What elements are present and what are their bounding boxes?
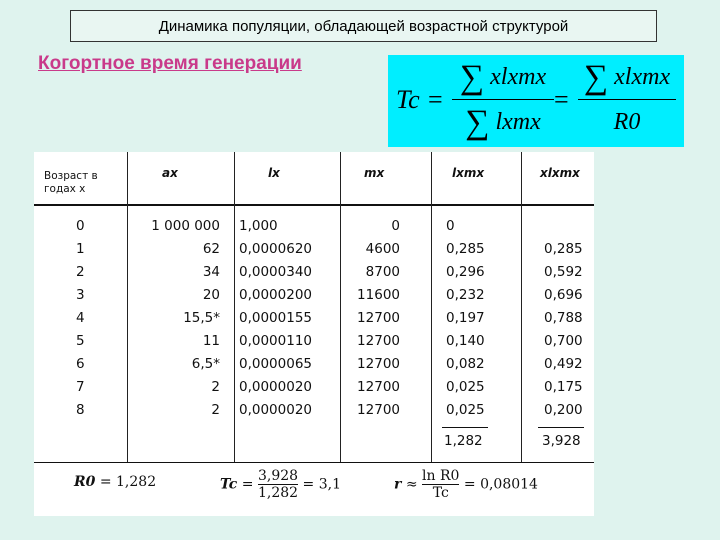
column-divider <box>431 152 432 462</box>
table-cell-lx: 0,0000340 <box>239 264 313 280</box>
footer-tc-result: = 3,1 <box>302 476 341 493</box>
table-cell-lx: 0,0000110 <box>239 333 313 349</box>
table-cell-ax: 62 <box>202 241 220 257</box>
table-cell-age: 3 <box>76 287 85 303</box>
table-cell-age: 7 <box>76 379 85 395</box>
footer-rule <box>34 462 594 463</box>
table-cell-xlxmx: 0,700 <box>544 333 583 349</box>
table-header-row <box>34 166 594 206</box>
header-rule <box>34 204 594 206</box>
table-cell-xlxmx: 0,788 <box>544 310 583 326</box>
formula-frac1-numerator: xlxmx <box>490 64 547 90</box>
footer-tc-denominator: 1,282 <box>257 485 299 501</box>
table-cell-mx: 12700 <box>357 379 400 395</box>
table-cell-mx: 0 <box>391 218 400 234</box>
table-cell-lx: 0,0000200 <box>239 287 313 303</box>
formula-equals-sign: = <box>554 85 569 114</box>
table-cell-age: 5 <box>76 333 85 349</box>
formula-fraction-2 <box>578 57 676 142</box>
sum-sign-icon: ∑ <box>459 59 485 96</box>
table-cell-lx: 0,0000020 <box>239 402 313 418</box>
column-divider <box>127 152 128 462</box>
table-cell-lxmx: 0,140 <box>446 333 485 349</box>
table-cell-lxmx: 0,285 <box>446 241 485 257</box>
sum-sign-icon: ∑ <box>583 59 609 96</box>
table-cell-mx: 12700 <box>357 333 400 349</box>
table-cell-xlxmx: 0,175 <box>544 379 583 395</box>
slide-subtitle: Когортное время генерации <box>38 53 302 74</box>
table-cell-ax: 2 <box>211 402 220 418</box>
header-lx: lx <box>268 166 280 180</box>
table-cell-ax: 15,5* <box>183 310 220 326</box>
table-cell-mx: 12700 <box>357 356 400 372</box>
table-cell-lx: 0,0000020 <box>239 379 313 395</box>
footer-r-approx: ≈ <box>405 476 418 493</box>
table-cell-lx: 0,0000065 <box>239 356 313 372</box>
table-cell-age: 2 <box>76 264 85 280</box>
table-cell-lxmx: 0,025 <box>446 379 485 395</box>
column-divider <box>521 152 522 462</box>
slide-title: Динамика популяции, обладающей возрастной структурой <box>158 17 569 35</box>
table-cell-age: 0 <box>76 218 85 234</box>
footer-tc-label: Tc <box>220 476 238 493</box>
table-cell-ax: 1 000 000 <box>151 218 220 234</box>
header-lxmx: lxmx <box>452 166 485 180</box>
total-rule <box>442 427 488 428</box>
table-cell-ax: 34 <box>202 264 220 280</box>
formula-equals-sign: = <box>428 85 443 114</box>
formula-lhs: Tc <box>396 85 420 114</box>
table-cell-age: 6 <box>76 356 85 372</box>
table-cell-lx: 1,000 <box>239 218 278 234</box>
table-cell-lxmx: 0,232 <box>446 287 485 303</box>
footer-r0 <box>74 474 156 490</box>
table-cell-mx: 12700 <box>357 310 400 326</box>
footer-r-label: r <box>394 476 402 493</box>
footer-r-denominator: Tc <box>422 484 459 501</box>
table-cell-ax: 2 <box>211 379 220 395</box>
table-cell-age: 8 <box>76 402 85 418</box>
footer-r0-label: R0 <box>74 474 96 490</box>
table-cell-xlxmx: 0,200 <box>544 402 583 418</box>
footer-r <box>394 468 538 501</box>
total-lxmx: 1,282 <box>444 433 483 449</box>
formula-frac2-denominator: R0 <box>613 109 641 135</box>
header-xlxmx: xlxmx <box>540 166 580 180</box>
table-cell-xlxmx: 0,285 <box>544 241 583 257</box>
column-divider <box>340 152 341 462</box>
footer-r-numerator: ln R0 <box>422 468 460 484</box>
table-cell-lx: 0,0000620 <box>239 241 313 257</box>
header-mx: mx <box>364 166 385 180</box>
generation-time-formula <box>388 55 684 147</box>
table-cell-xlxmx: 0,492 <box>544 356 583 372</box>
header-age: Возраст в годах x <box>44 170 98 195</box>
table-cell-lxmx: 0 <box>446 218 455 234</box>
slide-title-box <box>70 10 657 42</box>
header-ax: ax <box>162 166 178 180</box>
table-cell-mx: 12700 <box>357 402 400 418</box>
table-cell-mx: 8700 <box>365 264 400 280</box>
table-cell-lxmx: 0,082 <box>446 356 485 372</box>
table-cell-ax: 20 <box>202 287 220 303</box>
table-cell-lxmx: 0,296 <box>446 264 485 280</box>
formula-frac1-denominator: lxmx <box>495 109 541 135</box>
table-cell-xlxmx: 0,696 <box>544 287 583 303</box>
life-table <box>34 152 594 516</box>
footer-tc <box>220 468 341 501</box>
footer-r0-value: = 1,282 <box>99 474 157 490</box>
table-cell-ax: 11 <box>202 333 220 349</box>
total-xlxmx: 3,928 <box>542 433 581 449</box>
table-cell-age: 4 <box>76 310 85 326</box>
total-rule <box>538 427 584 428</box>
table-cell-mx: 4600 <box>365 241 400 257</box>
table-cell-mx: 11600 <box>357 287 400 303</box>
footer-tc-eq: = <box>241 476 254 493</box>
table-cell-lxmx: 0,025 <box>446 402 485 418</box>
column-divider <box>234 152 235 462</box>
sum-sign-icon: ∑ <box>465 104 490 141</box>
formula-frac2-numerator: xlxmx <box>614 64 671 90</box>
table-cell-age: 1 <box>76 241 85 257</box>
footer-tc-numerator: 3,928 <box>257 468 299 484</box>
table-cell-lx: 0,0000155 <box>239 310 313 326</box>
table-cell-ax: 6,5* <box>191 356 220 372</box>
table-cell-lxmx: 0,197 <box>446 310 485 326</box>
formula-fraction-1 <box>452 57 554 142</box>
table-cell-xlxmx: 0,592 <box>544 264 583 280</box>
footer-r-result: = 0,08014 <box>463 476 538 493</box>
